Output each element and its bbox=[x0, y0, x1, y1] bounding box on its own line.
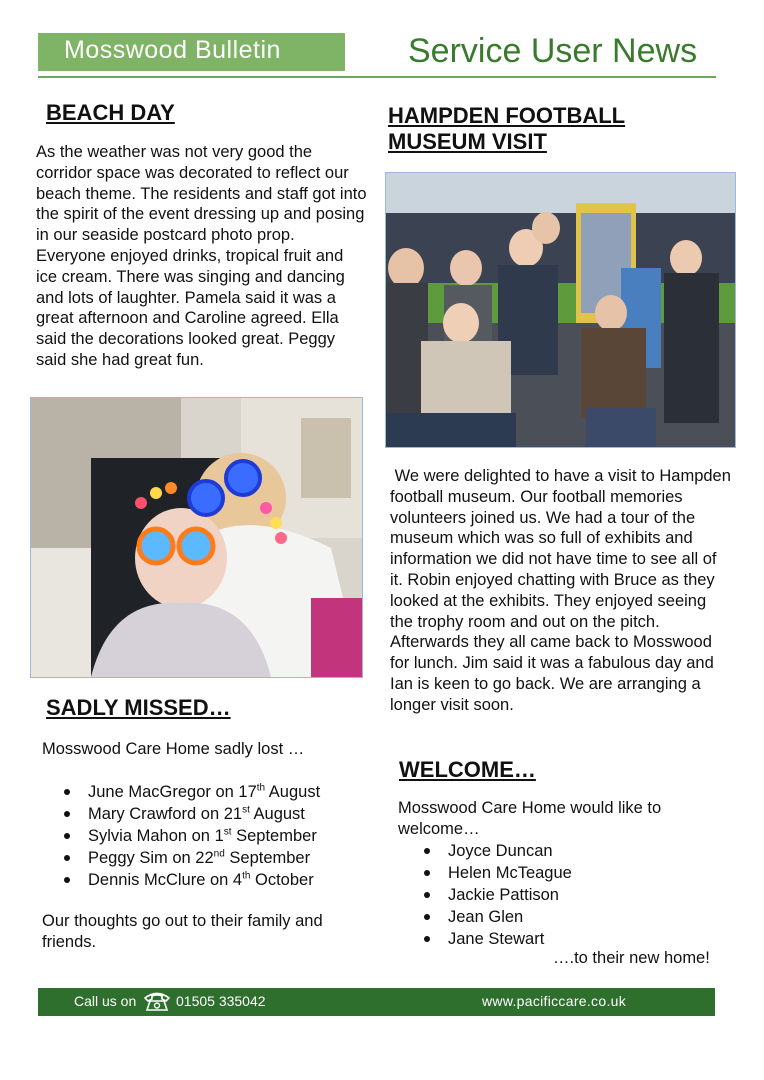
bullet-icon bbox=[64, 877, 70, 883]
welcome-list bbox=[448, 840, 698, 950]
list-item: June MacGregor on 17th August bbox=[88, 781, 378, 803]
bullet-icon bbox=[424, 848, 430, 854]
beach-day-photo bbox=[30, 397, 363, 678]
phone-icon bbox=[142, 990, 172, 1012]
bullet-icon bbox=[424, 892, 430, 898]
bullet-icon bbox=[64, 833, 70, 839]
welcome-heading: WELCOME… bbox=[399, 757, 536, 782]
list-item: Jean Glen bbox=[448, 906, 698, 928]
list-item: Helen McTeague bbox=[448, 862, 698, 884]
sadly-missed-closing: Our thoughts go out to their family and friends. bbox=[42, 912, 323, 951]
list-item: Joyce Duncan bbox=[448, 840, 698, 862]
hampden-heading-line2: MUSEUM VISIT bbox=[388, 129, 547, 154]
bulletin-logo: Mosswood Bulletin bbox=[64, 36, 281, 64]
footer-call-label: Call us on bbox=[74, 993, 137, 1009]
footer-website-link[interactable]: www.pacificcare.co.uk bbox=[482, 993, 627, 1009]
bullet-icon bbox=[64, 789, 70, 795]
beach-day-heading: BEACH DAY bbox=[46, 100, 175, 125]
page-title: Service User News bbox=[408, 32, 698, 70]
list-item: Peggy Sim on 22nd September bbox=[88, 847, 378, 869]
list-item: Dennis McClure on 4th October bbox=[88, 869, 378, 891]
beach-day-body: As the weather was not very good the corridor space was decorated to reflect our beach theme. The residents and staff got into the spirit of the event dressing up and posing in our seaside postcard photo prop. Everyone enjoyed drinks, tropical fruit and ice cream. There was singing and dancing and lots of laughter. Pamela said it was a great afternoon and Caroline agreed. Ella said the decorations looked great. Peggy said she had great fun. bbox=[36, 143, 367, 369]
sadly-missed-heading: SADLY MISSED… bbox=[46, 695, 231, 720]
sadly-missed-intro: Mosswood Care Home sadly lost … bbox=[42, 740, 305, 758]
list-item: Jane Stewart bbox=[448, 928, 698, 950]
bullet-icon bbox=[424, 870, 430, 876]
welcome-intro: Mosswood Care Home would like to welcome… bbox=[398, 799, 662, 838]
header-divider bbox=[38, 76, 716, 78]
sadly-missed-list bbox=[88, 781, 378, 891]
hampden-heading-line1: HAMPDEN FOOTBALL bbox=[388, 103, 626, 128]
hampden-body-text: We were delighted to have a visit to Hampden football museum. Our football memories volunteers joined us. We had a tour of the museum which was so full of exhibits and information we did not have time to see all of it. Robin enjoyed chatting with Bruce as they looked at the exhibits. They enjoyed seeing the trophy room and out on the pitch. Afterwards they all came back to Mosswood for lunch. Jim said it was a fabulous day and Ian is keen to go back. We are arranging a longer visit soon. bbox=[390, 467, 731, 714]
bullet-icon bbox=[64, 811, 70, 817]
list-item: Sylvia Mahon on 1st September bbox=[88, 825, 378, 847]
bullet-icon bbox=[424, 936, 430, 942]
hampden-body bbox=[390, 466, 732, 716]
list-item: Jackie Pattison bbox=[448, 884, 698, 906]
bullet-icon bbox=[424, 914, 430, 920]
bullet-icon bbox=[64, 855, 70, 861]
hampden-photo bbox=[385, 172, 736, 448]
list-item: Mary Crawford on 21st August bbox=[88, 803, 378, 825]
footer-phone-number[interactable]: 01505 335042 bbox=[176, 993, 266, 1009]
welcome-closing: ….to their new home! bbox=[553, 949, 710, 967]
